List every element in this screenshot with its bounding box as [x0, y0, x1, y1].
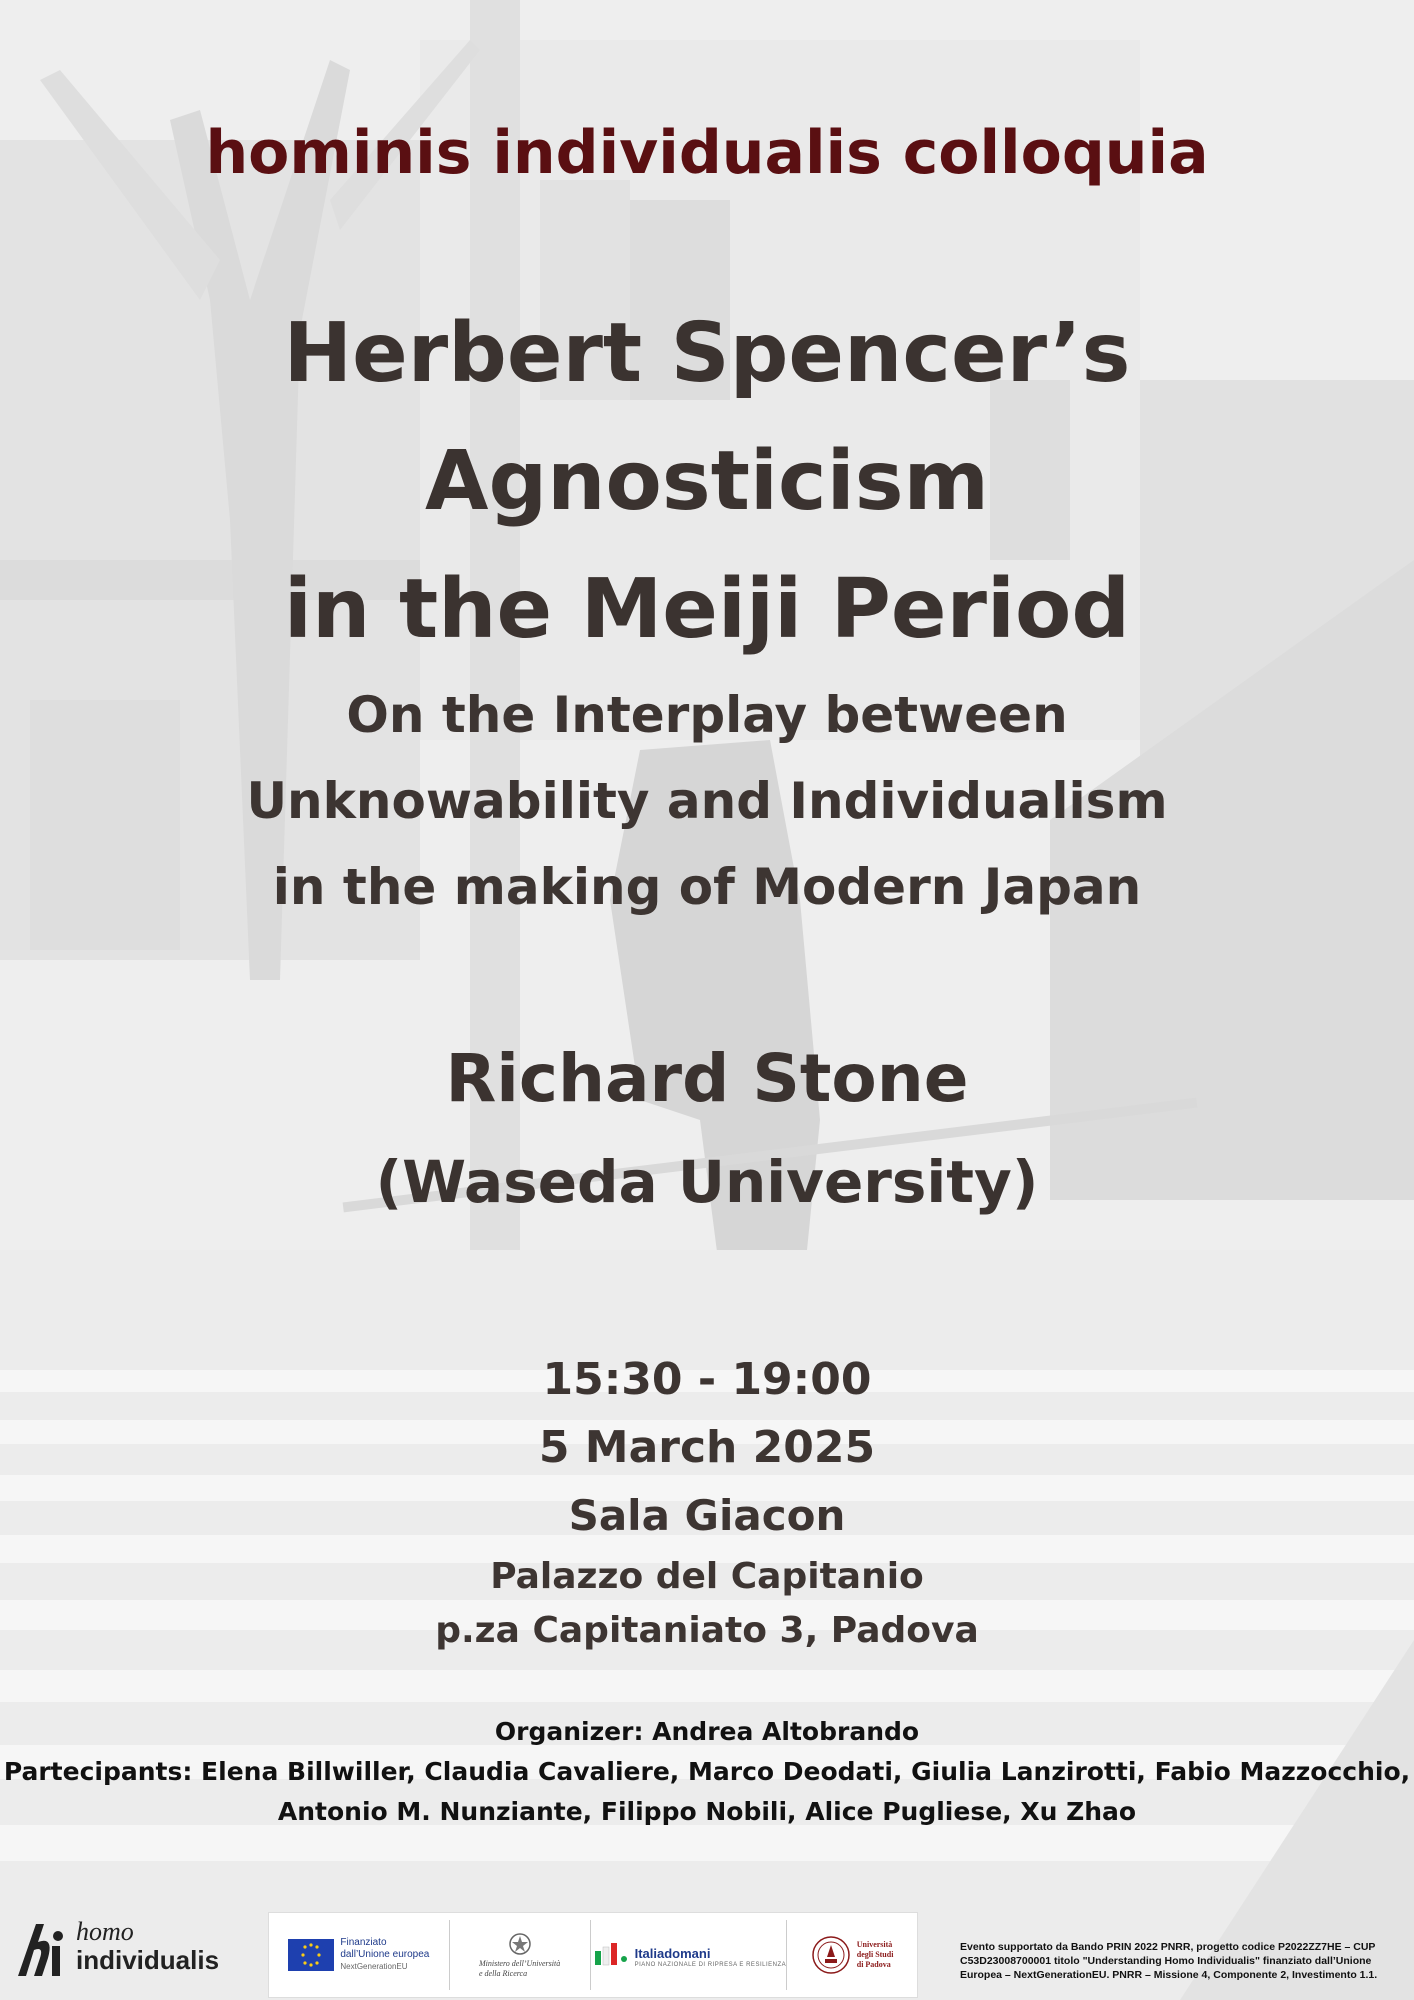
italiadomani-label: Italiadomani — [634, 1945, 711, 1961]
participants-line: Antonio M. Nunziante, Filippo Nobili, Alice Pugliese, Xu Zhao — [277, 1797, 1137, 1826]
unipd-text-line: Università — [856, 1940, 893, 1949]
eu-logo — [269, 1920, 450, 1990]
logo-text — [76, 1918, 219, 1974]
mur-logo — [450, 1920, 591, 1990]
speaker-name: Richard Stone — [445, 1040, 969, 1117]
organizers-block — [0, 1712, 1414, 1832]
unipd-text-line: di Padova — [856, 1960, 891, 1969]
event-venue: Sala Giacon — [568, 1491, 846, 1540]
series-title: hominis individualis colloquia — [205, 118, 1209, 188]
funder-logo-strip — [268, 1912, 918, 1998]
mur-text-line: e della Ricerca — [478, 1969, 528, 1978]
eu-text — [340, 1937, 429, 1973]
italiadomani-logo — [591, 1920, 788, 1990]
speaker-affiliation: (Waseda University) — [375, 1148, 1039, 1216]
title-line: in the Meiji Period — [283, 562, 1131, 657]
eu-text-line: dall’Unione europea — [340, 1949, 430, 1960]
eu-flag-icon — [288, 1939, 334, 1971]
event-building: Palazzo del Capitanio — [490, 1556, 924, 1597]
participants-line: Partecipants: Elena Billwiller, Claudia Cavaliere, Marco Deodati, Giulia Lanzirotti, Fabio Mazzocchio, — [3, 1757, 1411, 1786]
organizer: Organizer: Andrea Altobrando — [494, 1717, 920, 1746]
title-line: Herbert Spencer’s — [283, 306, 1131, 401]
subtitle-line: On the Interplay between — [346, 686, 1068, 744]
logo-line: individualis — [76, 1945, 220, 1975]
subtitle-line: Unknowability and Individualism — [246, 772, 1168, 830]
homo-individualis-logo — [14, 1917, 220, 1990]
event-time-block — [0, 1346, 1414, 1482]
italiadomani-text — [635, 1943, 787, 1968]
unipd-logo — [787, 1920, 917, 1990]
event-time: 15:30 - 19:00 — [542, 1354, 872, 1405]
talk-title — [0, 290, 1414, 674]
italiadomani-sub: PIANO NAZIONALE DI RIPRESA E RESILIENZA — [634, 1961, 787, 1968]
unipd-seal-icon — [811, 1935, 851, 1975]
eu-text-line: Finanziato — [340, 1937, 387, 1948]
funding-notice: Evento supportato da Bando PRIN 2022 PNRR, progetto codice P2022ZZ7HE – CUP C53D23008700001 titolo "Understanding Homo Individualis" finanziato dall’Unione Europea – NextGenerationEU. PNRR – Missione 4, Componente 2, Investimento 1.1. — [960, 1941, 1378, 1981]
subtitle-line: in the making of Modern Japan — [272, 858, 1142, 916]
event-place-block — [0, 1482, 1414, 1658]
event-date: 5 March 2025 — [538, 1422, 876, 1473]
event-address: p.za Capitaniato 3, Padova — [435, 1610, 979, 1651]
eu-text-line: NextGenerationEU — [340, 1962, 408, 1971]
logo-line: homo — [76, 1917, 134, 1946]
unipd-text — [857, 1940, 894, 1970]
unipd-text-line: degli Studi — [856, 1950, 894, 1959]
hi-logo-icon — [14, 1918, 74, 1982]
mur-text — [479, 1959, 560, 1979]
italian-emblem-icon — [507, 1931, 533, 1959]
italiadomani-icon — [591, 1941, 631, 1969]
talk-subtitle — [0, 672, 1414, 930]
title-line: Agnosticism — [425, 434, 989, 529]
mur-text-line: Ministero dell’Università — [478, 1959, 561, 1968]
